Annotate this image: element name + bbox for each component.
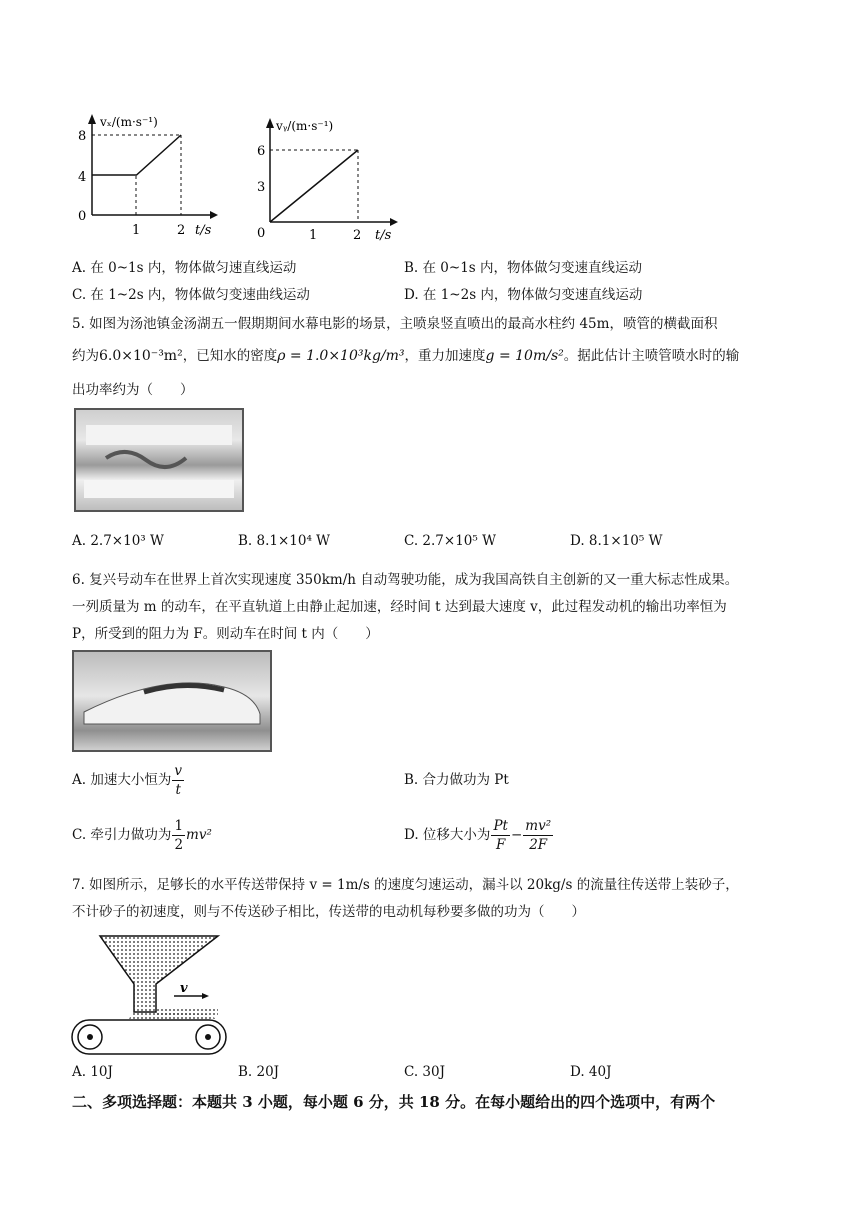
graph1-line bbox=[92, 135, 181, 175]
q6-option-d: D. 位移大小为 $\frac{Pt}{F}$ − $\frac{\text{mv²}}{2F}$ bbox=[404, 818, 552, 853]
graph2-xtick-2: 2 bbox=[353, 228, 362, 243]
graph2-ylabel: vᵧ/(m·s⁻¹) bbox=[276, 119, 334, 133]
q6-line1: 6. 复兴号动车在世界上首次实现速度 350km/h 自动驾驶功能，成为我国高铁自主创新的又一重大标志性成果。 bbox=[72, 572, 739, 588]
hopper bbox=[100, 936, 218, 1012]
graph1-ytick-4: 4 bbox=[78, 170, 87, 185]
section-2-heading: 二、多项选择题：本题共 3 小题，每小题 6 分，共 18 分。在每小题给出的四个选项中，有两个 bbox=[72, 1093, 716, 1111]
q7-line1: 7. 如图所示，足够长的水平传送带保持 v = 1m/s 的速度匀速运动，漏斗以 20kg/s 的流量往传送带上装砂子， bbox=[72, 877, 739, 893]
q5-option-d: D. 8.1×10⁵ W bbox=[570, 533, 663, 549]
graph1-xtick-1: 1 bbox=[132, 223, 141, 238]
q6-line2: 一列质量为 m 的动车，在平直轨道上由静止起加速，经时间 t 达到最大速度 v，此过程发动机的输出功率恒为 bbox=[72, 599, 727, 615]
vx-t-graph bbox=[70, 110, 220, 245]
graph1-ylabel: vₓ/(m·s⁻¹) bbox=[100, 115, 158, 129]
q5-line1: 5. 如图为汤池镇金汤湖五一假期期间水幕电影的场景，主喷泉竖直喷出的最高水柱约 45m，喷管的横截面积 bbox=[72, 316, 718, 332]
q4-option-c: C. 在 1~2s 内，物体做匀变速曲线运动 bbox=[72, 287, 310, 303]
q6-option-c: C. 牵引力做功为 $\frac{1}{2}$ mv² bbox=[72, 818, 212, 853]
q5-line2: 约为6.0×10⁻³m²，已知水的密度ρ = 1.0×10³kg/m³，重力加速度g = 10m/s²。据此估计主喷管喷水时的输 bbox=[72, 348, 740, 364]
q5-gravity: g = 10m/s² bbox=[485, 348, 564, 364]
graph2-ytick-3: 3 bbox=[257, 180, 266, 195]
graph2-xtick-1: 1 bbox=[309, 228, 318, 243]
q7-option-d: D. 40J bbox=[570, 1064, 612, 1080]
velocity-label: v bbox=[180, 981, 188, 996]
q5-density: ρ = 1.0×10³kg/m³ bbox=[277, 348, 405, 364]
q5-option-a: A. 2.7×10³ W bbox=[72, 533, 164, 549]
q5-line3: 出功率约为（ ） bbox=[72, 382, 194, 398]
q7-option-a: A. 10J bbox=[72, 1064, 113, 1080]
q6-option-a: A. 加速大小恒为 $\frac{v}{t}$ bbox=[72, 763, 182, 798]
q7-option-b: B. 20J bbox=[238, 1064, 280, 1080]
q4-option-b: B. 在 0~1s 内，物体做匀变速直线运动 bbox=[404, 260, 643, 276]
conveyor-hopper-diagram bbox=[68, 932, 233, 1057]
graph2-ytick-0: 0 bbox=[257, 226, 266, 241]
q5-option-c: C. 2.7×10⁵ W bbox=[404, 533, 496, 549]
graph1-ytick-0: 0 bbox=[78, 209, 87, 224]
q7-option-c: C. 30J bbox=[404, 1064, 446, 1080]
graph2-line bbox=[270, 150, 358, 222]
graph2-ytick-6: 6 bbox=[257, 144, 266, 159]
q7-line2: 不计砂子的初速度，则与不传送砂子相比，传送带的电动机每秒要多做的功为（ ） bbox=[72, 904, 585, 920]
vy-t-graph bbox=[252, 112, 402, 247]
q6-line3: P，所受到的阻力为 F。则动车在时间 t 内（ ） bbox=[72, 626, 379, 642]
bullet-train-photo bbox=[72, 650, 272, 752]
graph1-xtick-2: 2 bbox=[177, 223, 186, 238]
graph2-xlabel: t/s bbox=[375, 228, 392, 243]
water-curtain-photo bbox=[74, 408, 244, 512]
q6-option-b: B. 合力做功为 Pt bbox=[404, 772, 509, 788]
q4-option-d: D. 在 1~2s 内，物体做匀变速直线运动 bbox=[404, 287, 643, 303]
q5-option-b: B. 8.1×10⁴ W bbox=[238, 533, 331, 549]
q4-option-a: A. 在 0~1s 内，物体做匀速直线运动 bbox=[72, 260, 297, 276]
q5-area: 6.0×10⁻³m² bbox=[99, 348, 183, 364]
graph1-xlabel: t/s bbox=[195, 223, 212, 238]
graph1-ytick-8: 8 bbox=[78, 129, 87, 144]
